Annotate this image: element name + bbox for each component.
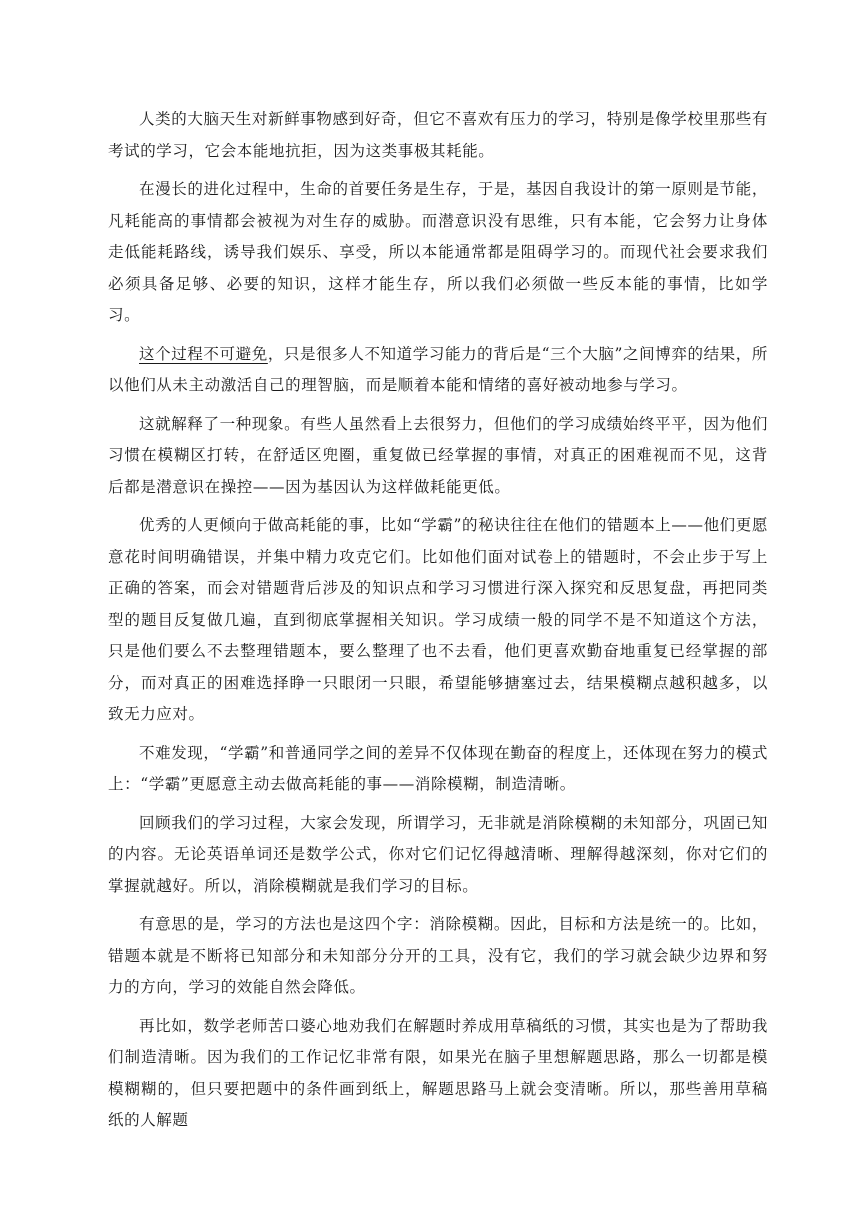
paragraph-2	[108, 174, 768, 332]
paragraph-text: 优秀的人更倾向于做高耗能的事，比如“学霸”的秘诀往往在他们的错题本上——他们更愿意花时间明确错误，并集中精力攻克它们。比如他们面对试卷上的错题时，不会止步于写上正确的答案，而会对错题背后涉及的知识点和学习习惯进行深入探究和反思复盘，再把同类型的题目反复做几遍，直到彻底掌握相关知识。学习成绩一般的同学不是不知道这个方法，只是他们要么不去整理错题本，要么整理了也不去看，他们更喜欢勤奋地重复已经掌握的部分，而对真正的困难选择睁一只眼闭一只眼，希望能够搪塞过去，结果模糊点越积越多，以致无力应对。	[108, 516, 768, 723]
paragraph-7	[108, 808, 768, 903]
underlined-phrase: 这个过程不可避免	[139, 344, 268, 363]
document-body	[108, 104, 768, 1144]
paragraph-text: 不难发现，“学霸”和普通同学之间的差异不仅体现在勤奋的程度上，还体现在努力的模式上：“学霸”更愿意主动去做高耗能的事——消除模糊，制造清晰。	[108, 743, 768, 793]
paragraph-text: 回顾我们的学习过程，大家会发现，所谓学习，无非就是消除模糊的未知部分，巩固已知的内容。无论英语单词还是数学公式，你对它们记忆得越清晰、理解得越深刻，你对它们的掌握就越好。所以，消除模糊就是我们学习的目标。	[108, 813, 768, 895]
paragraph-8	[108, 909, 768, 1004]
paragraph-text: 这就解释了一种现象。有些人虽然看上去很努力，但他们的学习成绩始终平平，因为他们习惯在模糊区打转，在舒适区兜圈，重复做已经掌握的事情，对真正的困难视而不见，这背后都是潜意识在操控——因为基因认为这样做耗能更低。	[108, 414, 768, 496]
paragraph-5	[108, 510, 768, 731]
paragraph-text: 在漫长的进化过程中，生命的首要任务是生存，于是，基因自我设计的第一原则是节能，凡耗能高的事情都会被视为对生存的威胁。而潜意识没有思维，只有本能，它会努力让身体走低能耗路线，诱导我们娱乐、享受，所以本能通常都是阻碍学习的。而现代社会要求我们必须具备足够、必要的知识，这样才能生存，所以我们必须做一些反本能的事情，比如学习。	[108, 180, 768, 324]
paragraph-text: ，只是很多人不知道学习能力的背后是“三个大脑”之间博弈的结果，所以他们从未主动激活自己的理智脑，而是顺着本能和情绪的喜好被动地参与学习。	[108, 344, 768, 394]
paragraph-4	[108, 409, 768, 504]
paragraph-9	[108, 1011, 768, 1137]
paragraph-text: 再比如，数学老师苦口婆心地劝我们在解题时养成用草稿纸的习惯，其实也是为了帮助我们制造清晰。因为我们的工作记忆非常有限，如果光在脑子里想解题思路，那么一切都是模模糊糊的，但只要把题中的条件画到纸上，解题思路马上就会变清晰。所以，那些善用草稿纸的人解题	[108, 1016, 768, 1129]
paragraph-6	[108, 738, 768, 801]
paragraph-text: 人类的大脑天生对新鲜事物感到好奇，但它不喜欢有压力的学习，特别是像学校里那些有考试的学习，它会本能地抗拒，因为这类事极其耗能。	[108, 110, 768, 160]
paragraph-1	[108, 104, 768, 167]
paragraph-3	[108, 339, 768, 402]
paragraph-text: 有意思的是，学习的方法也是这四个字：消除模糊。因此，目标和方法是统一的。比如，错题本就是不断将已知部分和未知部分分开的工具，没有它，我们的学习就会缺少边界和努力的方向，学习的效能自然会降低。	[108, 915, 768, 996]
